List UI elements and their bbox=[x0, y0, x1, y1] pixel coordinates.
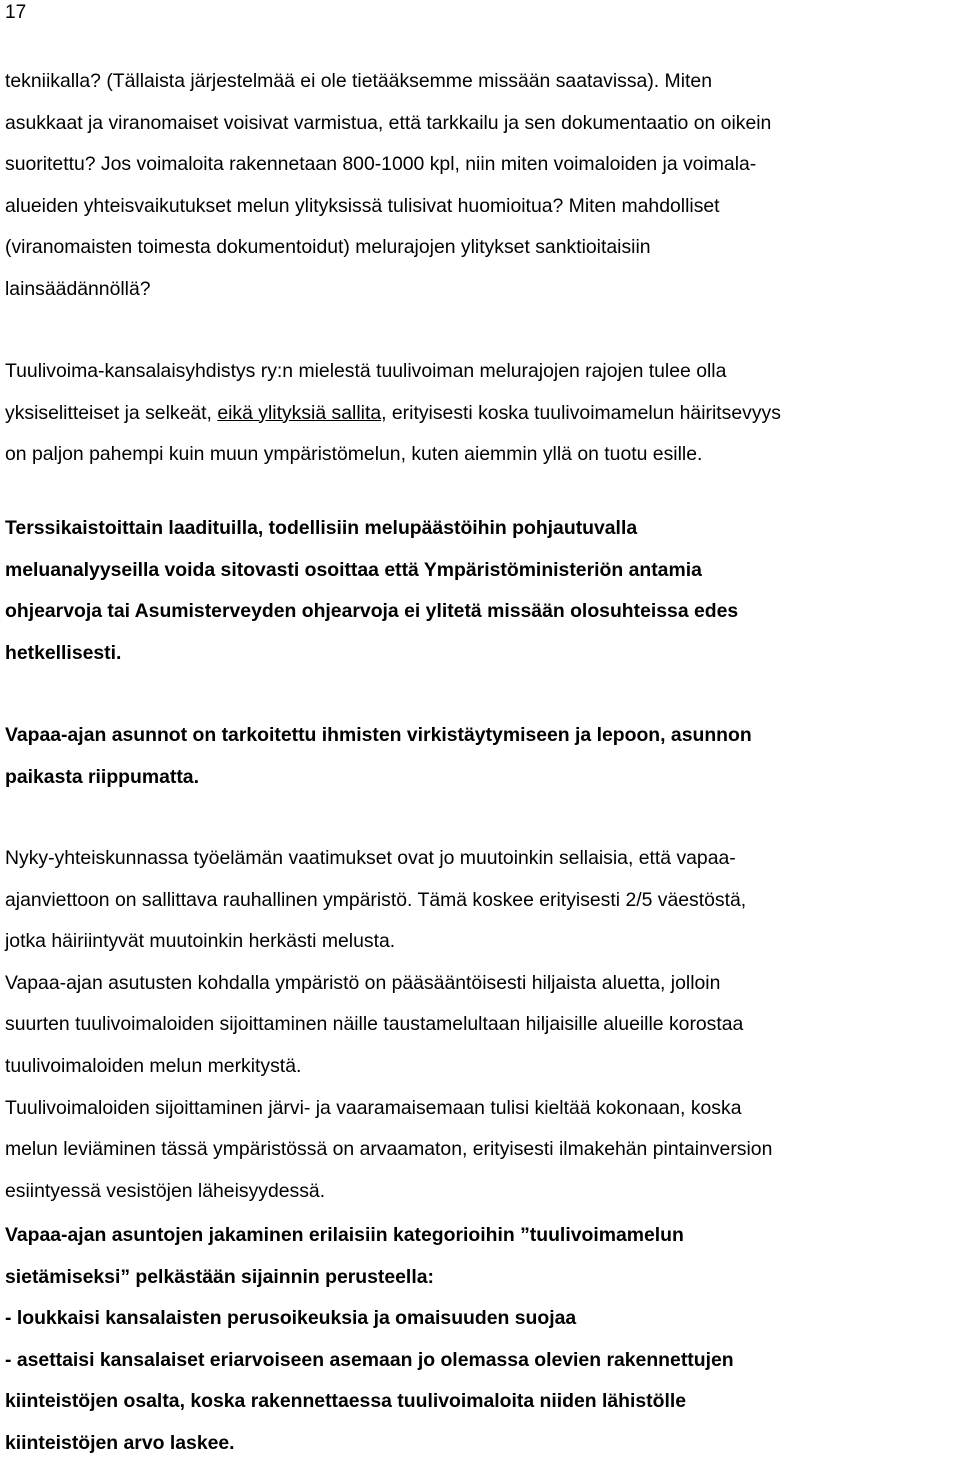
text-line: esiintyessä vesistöjen läheisyydessä. bbox=[5, 1179, 326, 1202]
text-line: Vapaa-ajan asutusten kohdalla ympäristö on pääsääntöisesti hiljaista aluetta, jolloin bbox=[5, 971, 721, 994]
text-line: melun leviäminen tässä ympäristössä on arvaamaton, erityisesti ilmakehän pintainversion bbox=[5, 1138, 773, 1161]
text-line: Tuulivoimaloiden sijoittaminen järvi- ja vaaramaisemaan tulisi kieltää kokonaan, koska bbox=[5, 1096, 742, 1119]
text-line: sietämiseksi” pelkästään sijainnin perusteella: bbox=[5, 1265, 434, 1288]
text-line: hetkellisesti. bbox=[5, 641, 122, 664]
text-line: Vapaa-ajan asunnot on tarkoitettu ihmisten virkistäytymiseen ja lepoon, asunnon bbox=[5, 724, 752, 746]
text-segment: , erityisesti koska tuulivoimamelun häiritsevyys bbox=[381, 401, 781, 424]
text-line: Tuulivoima-kansalaisyhdistys ry:n mielestä tuulivoiman melurajojen rajojen tulee olla bbox=[5, 360, 727, 382]
paragraph-questions bbox=[5, 61, 935, 311]
text-line: suurten tuulivoimaloiden sijoittaminen näille taustamelultaan hiljaisille alueille korostaa bbox=[5, 1013, 744, 1036]
text-line: Nyky-yhteiskunnassa työelämän vaatimukset ovat jo muutoinkin sellaisia, että vapaa- bbox=[5, 847, 736, 869]
text-line: tekniikalla? (Tällaista järjestelmää ei ole tietääksemme missään saatavissa). Miten bbox=[5, 70, 712, 92]
text-line: jotka häiriintyvät muutoinkin herkästi melusta. bbox=[5, 930, 396, 953]
text-line: alueiden yhteisvaikutukset melun ylityksissä tulisivat huomioitua? Miten mahdolliset bbox=[5, 194, 720, 217]
paragraph-bold-analysis bbox=[5, 508, 935, 674]
text-line: Vapaa-ajan asuntojen jakaminen erilaisiin kategorioihin ”tuulivoimamelun bbox=[5, 1224, 684, 1246]
text-line: suoritettu? Jos voimaloita rakennetaan 800-1000 kpl, niin miten voimaloiden ja voimala- bbox=[5, 153, 757, 176]
paragraph-association-opinion bbox=[5, 351, 935, 476]
text-line: kiinteistöjen arvo laskee. bbox=[5, 1431, 235, 1454]
text-line: asukkaat ja viranomaiset voisivat varmistua, että tarkkailu ja sen dokumentaatio on oikein bbox=[5, 111, 772, 134]
text-segment: yksiselitteiset ja selkeät, bbox=[5, 401, 218, 424]
underlined-text: eikä ylityksiä sallita bbox=[217, 401, 382, 424]
text-line: Terssikaistoittain laadituilla, todellisiin melupäästöihin pohjautuvalla bbox=[5, 517, 638, 539]
text-line bbox=[5, 393, 935, 435]
text-line: meluanalyyseilla voida sitovasti osoittaa että Ympäristöministeriön antamia bbox=[5, 558, 702, 581]
page-number: 17 bbox=[5, 2, 27, 23]
paragraph-bold-leisure bbox=[5, 715, 935, 798]
text-line: lainsäädännöllä? bbox=[5, 277, 151, 300]
list-item: - loukkaisi kansalaisten perusoikeuksia ja omaisuuden suojaa bbox=[5, 1307, 577, 1330]
list-item: - asettaisi kansalaiset eriarvoiseen asemaan jo olemassa olevien rakennettujen bbox=[5, 1348, 734, 1371]
text-line: ohjearvoja tai Asumisterveyden ohjearvoja ei ylitetä missään olosuhteissa edes bbox=[5, 600, 739, 623]
text-line: kiinteistöjen osalta, koska rakennettaessa tuulivoimaloita niiden lähistölle bbox=[5, 1390, 687, 1413]
paragraph-bold-categories bbox=[5, 1215, 935, 1465]
text-line: paikasta riippumatta. bbox=[5, 765, 199, 788]
text-line: ajanviettoon on sallittava rauhallinen ympäristö. Tämä koskee erityisesti 2/5 väestöstä, bbox=[5, 888, 747, 911]
paragraph-society bbox=[5, 838, 935, 1212]
text-line: (viranomaisten toimesta dokumentoidut) melurajojen ylitykset sanktioitaisiin bbox=[5, 236, 651, 259]
text-line: on paljon pahempi kuin muun ympäristömelun, kuten aiemmin yllä on tuotu esille. bbox=[5, 443, 703, 466]
text-line: tuulivoimaloiden melun merkitystä. bbox=[5, 1054, 302, 1077]
